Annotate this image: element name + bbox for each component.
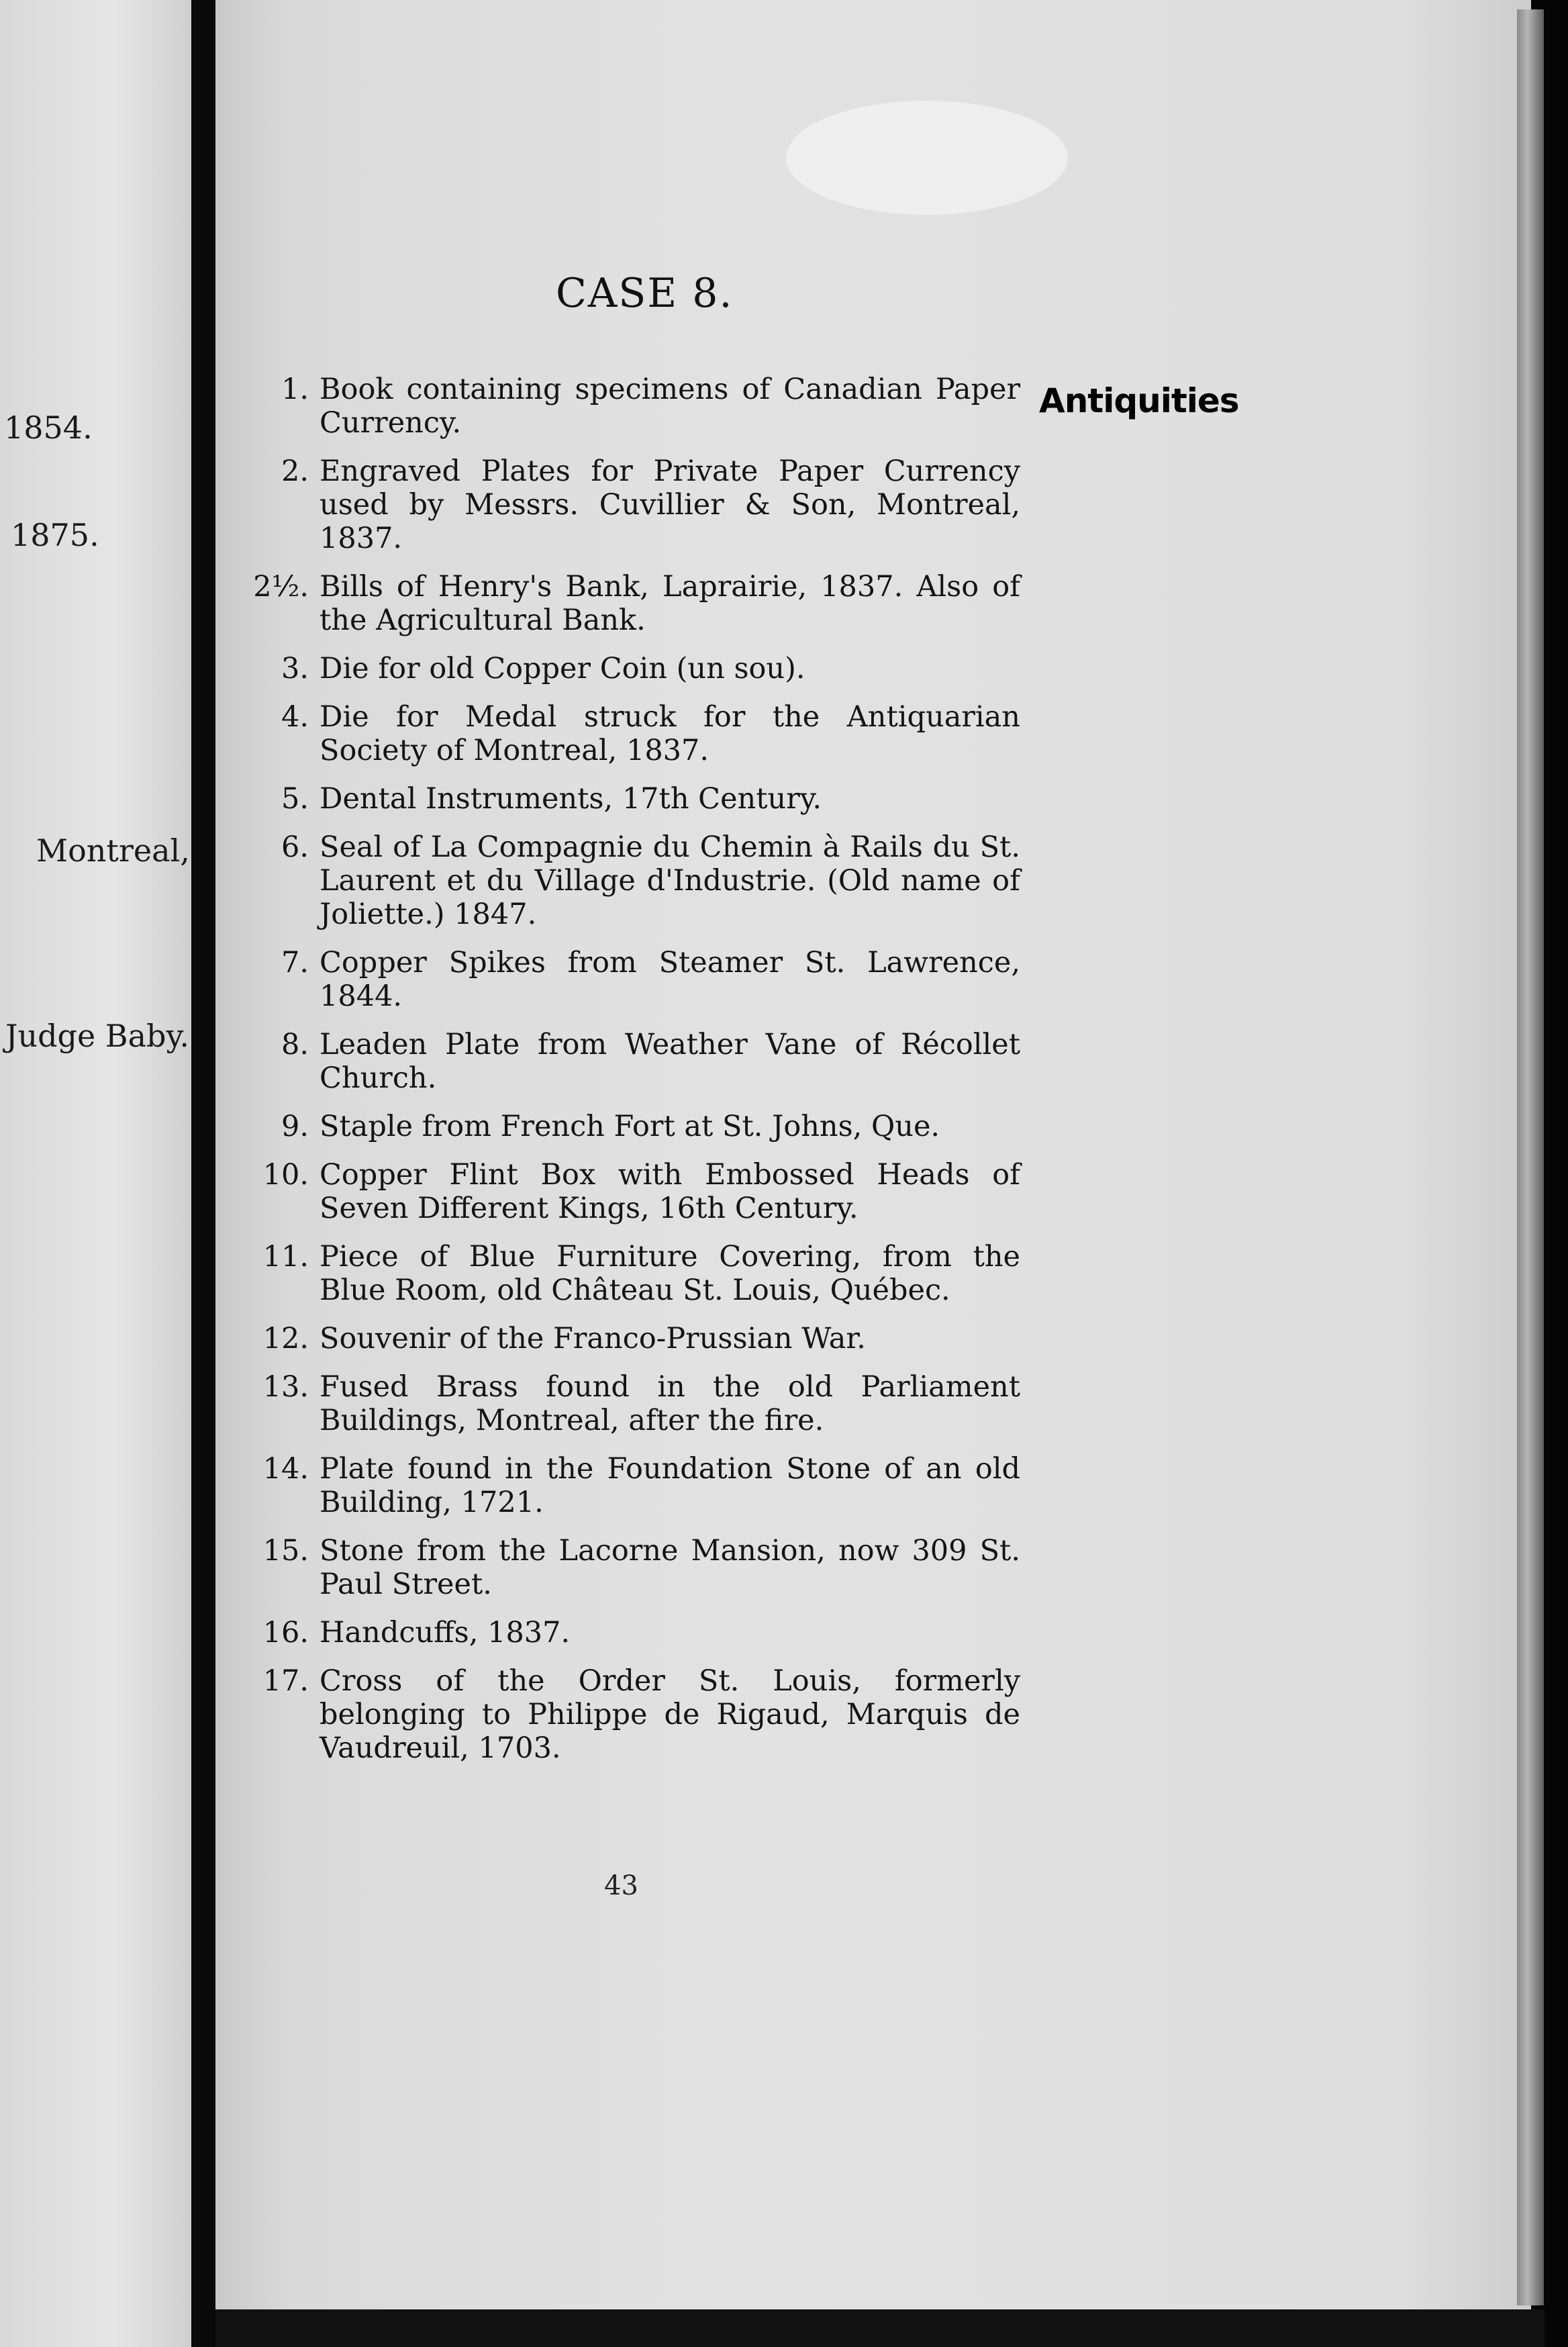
list-item <box>235 700 1020 767</box>
list-item <box>235 1110 1020 1143</box>
book-gutter <box>191 0 215 2347</box>
item-number: 11. <box>262 1240 309 1274</box>
list-item <box>235 570 1020 637</box>
margin-note-1854: 1854. <box>4 410 93 446</box>
item-description: Cross of the Order St. Louis, formerly belonging to Philippe de Rigaud, Marquis de Vaudreuil, 1703. <box>320 1664 1020 1765</box>
page-number: 43 <box>604 1870 638 1901</box>
list-item <box>235 1322 1020 1355</box>
item-number: 6. <box>281 830 309 864</box>
item-description: Die for Medal struck for the Antiquarian Society of Montreal, 1837. <box>320 700 1020 767</box>
item-number: 14. <box>262 1452 309 1486</box>
list-item <box>235 1452 1020 1519</box>
list-item <box>235 1240 1020 1307</box>
item-number: 7. <box>281 946 309 979</box>
item-description: Copper Spikes from Steamer St. Lawrence, 1844. <box>320 946 1020 1013</box>
item-description: Staple from French Fort at St. Johns, Que. <box>320 1110 940 1143</box>
item-description: Piece of Blue Furniture Covering, from the Blue Room, old Château St. Louis, Québec. <box>320 1240 1020 1307</box>
list-item <box>235 1664 1020 1765</box>
item-description: Plate found in the Foundation Stone of an old Building, 1721. <box>320 1452 1020 1519</box>
list-item <box>235 946 1020 1013</box>
item-number: 12. <box>262 1322 309 1355</box>
case-title: CASE 8. <box>556 270 734 317</box>
item-number: 9. <box>281 1110 309 1143</box>
item-number: 2. <box>281 454 309 488</box>
list-item <box>235 830 1020 931</box>
item-number: 10. <box>262 1158 309 1192</box>
item-description: Souvenir of the Franco-Prussian War. <box>320 1322 866 1355</box>
scan-bottom-border <box>215 2309 1545 2347</box>
page-light-spot <box>786 101 1068 215</box>
item-description: Engraved Plates for Private Paper Currency used by Messrs. Cuvillier & Son, Montreal, 1837. <box>320 454 1020 555</box>
item-number: 16. <box>262 1616 309 1649</box>
item-description: Book containing specimens of Canadian Paper Currency. <box>320 373 1020 440</box>
item-description: Bills of Henry's Bank, Laprairie, 1837. Also of the Agricultural Bank. <box>320 570 1020 637</box>
item-number: 3. <box>281 652 309 685</box>
list-item <box>235 454 1020 555</box>
list-item <box>235 1370 1020 1437</box>
item-description: Handcuffs, 1837. <box>320 1616 571 1649</box>
facing-page-margin <box>0 0 191 2347</box>
margin-note-1875: 1875. <box>11 517 99 553</box>
item-number: 4. <box>281 700 309 734</box>
item-description: Die for old Copper Coin (un sou). <box>320 652 805 685</box>
list-item <box>235 652 1020 685</box>
margin-note-montreal: Montreal, <box>36 832 190 869</box>
list-item <box>235 1158 1020 1225</box>
list-item <box>235 1028 1020 1095</box>
list-item <box>235 373 1020 440</box>
category-heading: Antiquities <box>1039 381 1239 420</box>
page-edge <box>1517 9 1544 2305</box>
item-number: 2½. <box>253 570 309 604</box>
item-description: Fused Brass found in the old Parliament Buildings, Montreal, after the fire. <box>320 1370 1020 1437</box>
item-description: Dental Instruments, 17th Century. <box>320 782 822 816</box>
item-number: 13. <box>262 1370 309 1404</box>
item-number: 1. <box>281 373 309 406</box>
list-item <box>235 782 1020 816</box>
item-description: Copper Flint Box with Embossed Heads of Seven Different Kings, 16th Century. <box>320 1158 1020 1225</box>
item-description: Leaden Plate from Weather Vane of Récollet Church. <box>320 1028 1020 1095</box>
item-description: Seal of La Compagnie du Chemin à Rails du St. Laurent et du Village d'Industrie. (Old name of Joliette.) 1847. <box>320 830 1020 931</box>
item-number: 8. <box>281 1028 309 1061</box>
item-number: 15. <box>262 1534 309 1568</box>
item-number: 5. <box>281 782 309 816</box>
item-list <box>235 373 1020 1780</box>
item-description: Stone from the Lacorne Mansion, now 309 St. Paul Street. <box>320 1534 1020 1601</box>
list-item <box>235 1534 1020 1601</box>
margin-note-judge-baby: Judge Baby. <box>5 1018 189 1054</box>
list-item <box>235 1616 1020 1649</box>
item-number: 17. <box>262 1664 309 1698</box>
